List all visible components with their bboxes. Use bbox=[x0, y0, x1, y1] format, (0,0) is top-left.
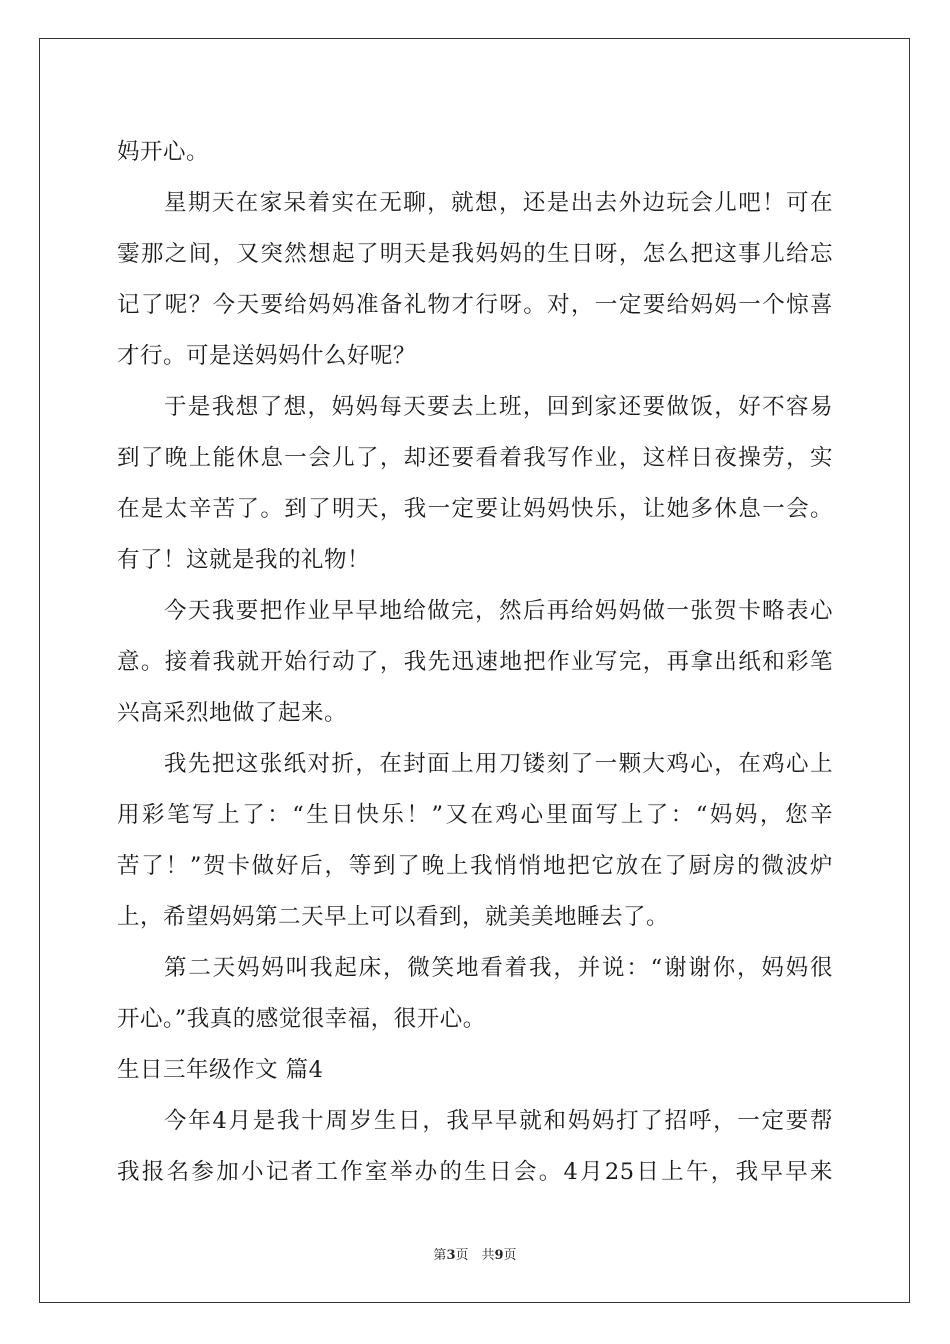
text-line: 用彩笔写上了：“生日快乐！”又在鸡心里面写上了：“妈妈，您辛 bbox=[117, 802, 833, 828]
text-line: 今天我要把作业早早地给做完，然后再给妈妈做一张贺卡略表心 bbox=[164, 598, 833, 624]
footer-prefix: 第 bbox=[433, 1248, 447, 1263]
footer-suffix: 页 bbox=[503, 1248, 517, 1263]
text-line: 苦了！”贺卡做好后，等到了晚上我悄悄地把它放在了厨房的微波炉 bbox=[117, 853, 833, 879]
text-line: 才行。可是送妈妈什么好呢？ bbox=[117, 343, 417, 369]
text-line: 在是太辛苦了。到了明天，我一定要让妈妈快乐，让她多休息一会。 bbox=[117, 496, 833, 522]
document-body bbox=[117, 127, 833, 1198]
text-line: 有了！这就是我的礼物！ bbox=[117, 547, 371, 573]
text-line: 记了呢？今天要给妈妈准备礼物才行呀。对，一定要给妈妈一个惊喜 bbox=[117, 292, 833, 318]
total-page-number: 9 bbox=[494, 1248, 504, 1263]
text-line: 我先把这张纸对折，在封面上用刀镂刻了一颗大鸡心，在鸡心上 bbox=[164, 751, 833, 777]
text-line: 意。接着我就开始行动了，我先迅速地把作业写完，再拿出纸和彩笔 bbox=[117, 649, 833, 675]
text-line: 到了晚上能休息一会儿了，却还要看着我写作业，这样日夜操劳，实 bbox=[117, 445, 833, 471]
text-line: 妈开心。 bbox=[117, 139, 210, 165]
text-line: 我报名参加小记者工作室举办的生日会。4月25日上午，我早早来 bbox=[117, 1159, 833, 1185]
text-line: 霎那之间，又突然想起了明天是我妈妈的生日呀，怎么把这事儿给忘 bbox=[117, 241, 833, 267]
text-line: 今年4月是我十周岁生日，我早早就和妈妈打了招呼，一定要帮 bbox=[164, 1108, 833, 1134]
text-line: 第二天妈妈叫我起床，微笑地看着我，并说：“谢谢你，妈妈很 bbox=[164, 955, 833, 981]
footer-middle: 页 共 bbox=[455, 1248, 495, 1263]
text-line: 于是我想了想，妈妈每天要去上班，回到家还要做饭，好不容易 bbox=[164, 394, 833, 420]
text-line: 兴高采烈地做了起来。 bbox=[117, 700, 348, 726]
section-heading: 生日三年级作文 篇4 bbox=[117, 1057, 324, 1083]
text-line: 上，希望妈妈第二天早上可以看到，就美美地睡去了。 bbox=[117, 904, 670, 930]
text-line: 开心。”我真的感觉很幸福，很开心。 bbox=[117, 1006, 486, 1032]
text-line: 星期天在家呆着实在无聊，就想，还是出去外边玩会儿吧！可在 bbox=[164, 190, 833, 216]
page-footer bbox=[0, 1244, 950, 1263]
current-page-number: 3 bbox=[446, 1248, 456, 1263]
